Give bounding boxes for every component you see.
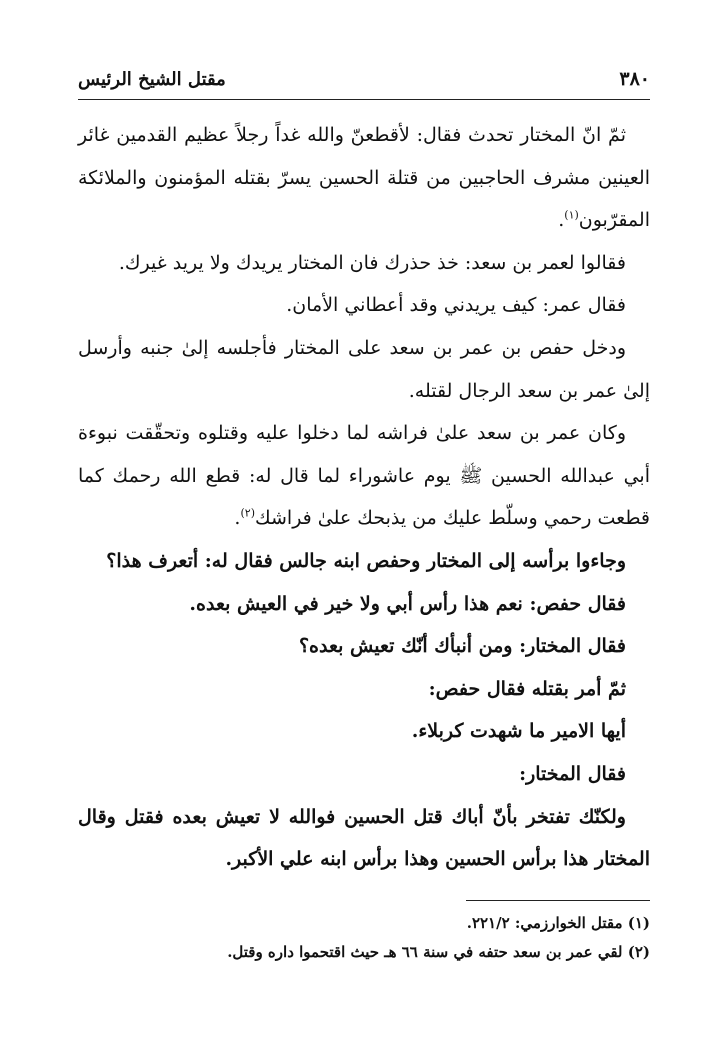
paragraph-text: فقال المختار: <box>519 762 626 785</box>
paragraph-text: فقال المختار: ومن أنبأك أنّك تعيش بعده؟ <box>298 635 626 658</box>
footnote-ref[interactable]: (٢) <box>240 507 255 521</box>
paragraph-text: فقال عمر: كيف يريدني وقد أعطاني الأمان. <box>286 294 626 317</box>
paragraph-text: فقالوا لعمر بن سعد: خذ حذرك فان المختار يريدك ولا يريد غيرك. <box>118 251 626 274</box>
header-rule <box>78 99 650 100</box>
paragraph-text: وكان عمر بن سعد علىٰ فراشه لما دخلوا عليه وقتلوه وتحقّقت نبوءة أبي عبدالله الحسين ﷺ يوم عاشوراء لما قال له: قطع الله رحمك كما قطعت رحمي وسلّط عليك من يذبحك علىٰ فراشك <box>78 422 650 530</box>
paragraph <box>78 412 650 540</box>
paragraph-text: أيها الامير ما شهدت كربلاء. <box>411 720 626 743</box>
paragraph <box>78 668 650 711</box>
footnote-rule <box>466 900 650 901</box>
main-text <box>78 114 650 881</box>
footnote-ref[interactable]: (١) <box>564 208 579 222</box>
paragraph-text: ثمّ انّ المختار تحدث فقال: لأقطعنّ والله غداً رجلاً عظيم القدمين غائر العينين مشرف الحاجبين من قتلة الحسين يسرّ بقتله المؤمنون والملائكة المقرّبون <box>78 124 650 232</box>
paragraph-tail: . <box>234 507 241 530</box>
footnotes <box>78 909 650 967</box>
paragraph-text: ثمّ أمر بقتله فقال حفص: <box>428 677 626 700</box>
footnote-1: (١) مقتل الخوارزمي: ٢٢١/٢. <box>466 914 650 932</box>
paragraph <box>78 114 650 242</box>
paragraph-text: وجاءوا برأسه إلى المختار وحفص ابنه جالس فقال له: أتعرف هذا؟ <box>106 549 626 572</box>
paragraph <box>78 753 650 796</box>
paragraph <box>78 540 650 583</box>
paragraph <box>78 583 650 626</box>
page-header <box>78 62 650 96</box>
paragraph <box>78 284 650 327</box>
paragraph-text: فقال حفص: نعم هذا رأس أبي ولا خير في العيش بعده. <box>189 592 626 615</box>
page-number: ٣٨٠ <box>619 68 650 90</box>
paragraph <box>78 796 650 881</box>
paragraph <box>78 242 650 285</box>
paragraph-tail: . <box>558 209 565 232</box>
paragraph <box>78 710 650 753</box>
paragraph-text: ولكنّك تفتخر بأنّ أباك قتل الحسين فوالله لا تعيش بعده فقتل وقال المختار هذا برأس الحسين وهذا برأس ابنه علي الأكبر. <box>78 805 650 871</box>
running-title: مقتل الشيخ الرئيس <box>78 68 226 90</box>
paragraph <box>78 327 650 412</box>
paragraph <box>78 625 650 668</box>
footnote-2: (٢) لقي عمر بن سعد حتفه في سنة ٦٦ هـ حيث اقتحموا داره وقتل. <box>227 943 650 961</box>
paragraph-text: ودخل حفص بن عمر بن سعد على المختار فأجلسه إلىٰ جنبه وأرسل إلىٰ عمر بن سعد الرجال لقتله. <box>78 336 650 402</box>
